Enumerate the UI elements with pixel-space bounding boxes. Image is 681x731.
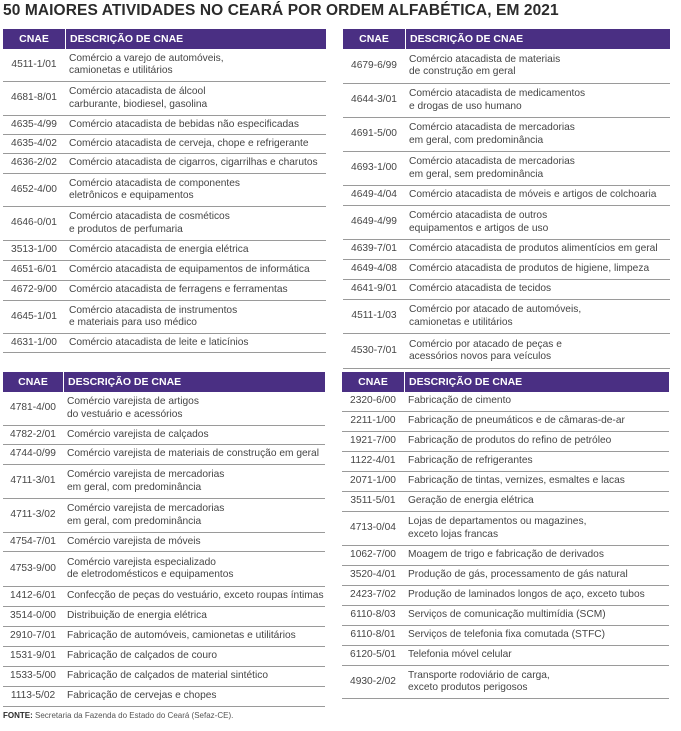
cnae-description: Comércio atacadista de energia elétrica xyxy=(69,244,249,256)
table-row xyxy=(3,587,325,607)
cnae-code: 4646-0/01 xyxy=(11,217,57,229)
cnae-code: 2211-1/00 xyxy=(350,415,396,427)
cnae-code: 2071-1/00 xyxy=(350,475,396,487)
cnae-code: 1062-7/00 xyxy=(350,549,396,561)
cnae-description: Fabricação de automóveis, camionetas e utilitários xyxy=(67,630,296,642)
cnae-description: Serviços de comunicação multimídia (SCM) xyxy=(408,609,606,621)
table-row xyxy=(3,281,326,301)
table-row xyxy=(342,646,669,666)
cnae-code: 4649-4/99 xyxy=(351,216,397,228)
table-row xyxy=(3,135,326,154)
cnae-description: Moagem de trigo e fabricação de derivados xyxy=(408,549,604,561)
table-header xyxy=(342,372,669,392)
cnae-description: Fabricação de cervejas e chopes xyxy=(67,690,217,702)
cnae-description: Comércio atacadista de móveis e artigos de colchoaria xyxy=(409,189,657,201)
cnae-code: 4511-1/03 xyxy=(351,310,397,322)
cnae-description: Comércio varejista de calçados xyxy=(67,428,209,440)
source-note xyxy=(3,711,233,720)
table-row xyxy=(343,186,670,206)
table-row xyxy=(3,667,325,687)
cnae-code: 4930-2/02 xyxy=(350,675,396,687)
cnae-code: 4644-3/01 xyxy=(351,94,397,106)
cnae-description: Comércio atacadista de instrumentos e materiais para uso médico xyxy=(69,304,238,328)
table-row xyxy=(3,82,326,116)
cnae-code: 1533-5/00 xyxy=(10,670,56,682)
cnae-description: Comércio varejista de materiais de construção em geral xyxy=(67,448,319,460)
cnae-description: Comércio atacadista de bebidas não especificadas xyxy=(69,118,299,130)
cnae-code: 4639-7/01 xyxy=(351,243,397,255)
cnae-description: Comércio atacadista de produtos de higiene, limpeza xyxy=(409,263,650,275)
cnae-description: Comércio atacadista de equipamentos de informática xyxy=(69,264,310,276)
table-row xyxy=(343,118,670,152)
cnae-description: Fabricação de cimento xyxy=(408,395,512,407)
table-row xyxy=(3,154,326,174)
table-row xyxy=(343,280,670,300)
header-description: DESCRIÇÃO DE CNAE xyxy=(65,29,183,49)
cnae-code: 4635-4/99 xyxy=(11,118,57,130)
cnae-description: Fabricação de pneumáticos e de câmaras-de-ar xyxy=(408,415,625,427)
cnae-description: Lojas de departamentos ou magazines, exceto lojas francas xyxy=(408,516,587,540)
table-header xyxy=(343,29,670,49)
table-bottom-right xyxy=(342,372,669,699)
cnae-code: 4511-1/01 xyxy=(11,58,57,70)
table-row xyxy=(342,586,669,606)
header-description: DESCRIÇÃO DE CNAE xyxy=(63,372,181,392)
cnae-description: Comércio por atacado de automóveis, camionetas e utilitários xyxy=(409,304,582,328)
table-row xyxy=(3,607,325,627)
cnae-description: Comércio varejista especializado de eletrodomésticos e equipamentos xyxy=(67,556,234,580)
cnae-code: 4649-4/04 xyxy=(351,189,397,201)
cnae-description: Comércio a varejo de automóveis, camionetas e utilitários xyxy=(69,52,224,76)
cnae-description: Fabricação de calçados de couro xyxy=(67,650,218,662)
cnae-description: Comércio atacadista de cerveja, chope e refrigerante xyxy=(69,137,309,149)
table-row xyxy=(3,687,325,707)
header-description: DESCRIÇÃO DE CNAE xyxy=(405,29,523,49)
cnae-code: 4691-5/00 xyxy=(351,128,397,140)
cnae-code: 2423-7/02 xyxy=(350,589,396,601)
table-row xyxy=(342,546,669,566)
cnae-description: Produção de laminados longos de aço, exceto tubos xyxy=(408,589,645,601)
cnae-description: Geração de energia elétrica xyxy=(408,495,534,507)
cnae-code: 3520-4/01 xyxy=(350,569,396,581)
cnae-description: Comércio varejista de móveis xyxy=(67,535,201,547)
cnae-description: Comércio atacadista de álcool carburante, biodiesel, gasolina xyxy=(69,86,208,110)
cnae-description: Comércio atacadista de leite e laticínios xyxy=(69,336,249,348)
table-row xyxy=(3,261,326,281)
cnae-code: 4711-3/02 xyxy=(10,509,56,521)
cnae-description: Comércio atacadista de medicamentos e drogas de uso humano xyxy=(409,88,586,112)
table-top-left xyxy=(3,29,326,353)
cnae-code: 4672-9/00 xyxy=(11,284,57,296)
table-row xyxy=(342,472,669,492)
table-row xyxy=(3,174,326,207)
cnae-description: Fabricação de tintas, vernizes, esmaltes e lacas xyxy=(408,475,625,487)
table-row xyxy=(342,492,669,512)
table-row xyxy=(342,412,669,432)
table-row xyxy=(3,533,325,552)
header-cnae: CNAE xyxy=(359,33,389,45)
cnae-code: 1921-7/00 xyxy=(350,435,396,447)
table-row xyxy=(343,260,670,280)
cnae-code: 1531-9/01 xyxy=(10,650,56,662)
cnae-description: Fabricação de calçados de material sintético xyxy=(67,670,269,682)
table-row xyxy=(343,300,670,334)
table-row xyxy=(343,206,670,240)
cnae-code: 4781-4/00 xyxy=(10,402,56,414)
cnae-description: Comércio atacadista de mercadorias em geral, com predominância xyxy=(409,122,575,146)
table-top-right xyxy=(343,29,670,369)
cnae-description: Comércio atacadista de materiais de construção em geral xyxy=(409,53,561,77)
cnae-description: Comércio atacadista de componentes eletrônicos e equipamentos xyxy=(69,177,241,201)
table-row xyxy=(3,241,326,261)
table-row xyxy=(342,566,669,586)
cnae-code: 4681-8/01 xyxy=(11,92,57,104)
table-row xyxy=(343,152,670,186)
cnae-code: 4693-1/00 xyxy=(351,162,397,174)
table-row xyxy=(343,49,670,84)
table-row xyxy=(343,334,670,369)
source-text: Secretaria da Fazenda do Estado do Ceará (Sefaz-CE). xyxy=(35,711,234,720)
table-row xyxy=(342,452,669,472)
cnae-code: 3511-5/01 xyxy=(350,495,396,507)
table-row xyxy=(3,499,325,533)
page-title: 50 MAIORES ATIVIDADES NO CEARÁ POR ORDEM ALFABÉTICA, EM 2021 xyxy=(3,2,559,19)
cnae-code: 4649-4/08 xyxy=(351,263,397,275)
table-row xyxy=(3,207,326,241)
table-row xyxy=(342,626,669,646)
header-cnae: CNAE xyxy=(18,376,48,388)
cnae-code: 1122-4/01 xyxy=(350,455,396,467)
table-header xyxy=(3,29,326,49)
table-row xyxy=(3,426,325,445)
cnae-code: 4651-6/01 xyxy=(11,264,57,276)
table-row xyxy=(342,432,669,452)
header-cnae: CNAE xyxy=(19,33,49,45)
cnae-description: Comércio varejista de mercadorias em geral, com predominância xyxy=(67,503,225,527)
cnae-code: 3514-0/00 xyxy=(10,610,56,622)
cnae-code: 6110-8/01 xyxy=(350,629,396,641)
cnae-description: Produção de gás, processamento de gás natural xyxy=(408,569,628,581)
table-row xyxy=(342,666,669,699)
cnae-description: Serviços de telefonia fixa comutada (STFC) xyxy=(408,629,606,641)
cnae-description: Fabricação de refrigerantes xyxy=(408,455,533,467)
cnae-code: 3513-1/00 xyxy=(11,244,57,256)
cnae-code: 4641-9/01 xyxy=(351,283,397,295)
cnae-code: 4636-2/02 xyxy=(11,157,57,169)
cnae-code: 4652-4/00 xyxy=(11,183,57,195)
cnae-code: 4744-0/99 xyxy=(10,448,56,460)
header-description: DESCRIÇÃO DE CNAE xyxy=(404,372,522,392)
header-cnae: CNAE xyxy=(358,376,388,388)
cnae-description: Comércio atacadista de tecidos xyxy=(409,283,552,295)
table-row xyxy=(3,49,326,82)
cnae-description: Comércio atacadista de produtos alimentícios em geral xyxy=(409,243,658,255)
cnae-description: Confecção de peças do vestuário, exceto roupas íntimas xyxy=(67,590,324,602)
table-row xyxy=(3,627,325,647)
cnae-description: Distribuição de energia elétrica xyxy=(67,610,207,622)
cnae-description: Comércio varejista de artigos do vestuário e acessórios xyxy=(67,396,199,420)
cnae-description: Comércio por atacado de peças e acessórios novos para veículos xyxy=(409,338,562,362)
cnae-description: Comércio atacadista de outros equipamentos e artigos de uso xyxy=(409,210,549,234)
table-header xyxy=(3,372,325,392)
cnae-code: 1113-5/02 xyxy=(10,690,56,702)
table-row xyxy=(3,552,325,587)
cnae-description: Comércio atacadista de ferragens e ferramentas xyxy=(69,284,288,296)
cnae-code: 4753-9/00 xyxy=(10,562,56,574)
cnae-description: Comércio atacadista de cigarros, cigarrilhas e charutos xyxy=(69,157,318,169)
cnae-description: Comércio atacadista de mercadorias em geral, sem predominância xyxy=(409,156,575,180)
cnae-code: 4635-4/02 xyxy=(11,137,57,149)
table-row xyxy=(3,301,326,334)
cnae-description: Comércio atacadista de cosméticos e produtos de perfumaria xyxy=(69,211,230,235)
table-row xyxy=(342,606,669,626)
cnae-code: 4713-0/04 xyxy=(350,522,396,534)
cnae-code: 4530-7/01 xyxy=(351,344,397,356)
table-bottom-left xyxy=(3,372,325,707)
table-row xyxy=(3,465,325,499)
table-row xyxy=(3,334,326,353)
table-row xyxy=(342,512,669,546)
cnae-code: 4645-1/01 xyxy=(11,310,57,322)
table-row xyxy=(342,392,669,412)
table-row xyxy=(343,240,670,260)
table-row xyxy=(3,647,325,667)
cnae-description: Telefonia móvel celular xyxy=(408,649,512,661)
table-row xyxy=(3,392,325,426)
cnae-code: 4679-6/99 xyxy=(351,59,397,71)
table-row xyxy=(3,116,326,135)
cnae-code: 4782-2/01 xyxy=(10,428,56,440)
cnae-code: 6120-5/01 xyxy=(350,649,396,661)
cnae-description: Transporte rodoviário de carga, exceto produtos perigosos xyxy=(408,669,550,693)
cnae-code: 4631-1/00 xyxy=(11,336,57,348)
cnae-code: 2320-6/00 xyxy=(350,395,396,407)
cnae-description: Comércio varejista de mercadorias em geral, com predominância xyxy=(67,469,225,493)
cnae-code: 1412-6/01 xyxy=(10,590,56,602)
cnae-code: 6110-8/03 xyxy=(350,609,396,621)
table-row xyxy=(343,84,670,118)
cnae-description: Fabricação de produtos do refino de petróleo xyxy=(408,435,612,447)
cnae-code: 4711-3/01 xyxy=(10,475,56,487)
cnae-code: 4754-7/01 xyxy=(10,535,56,547)
table-row xyxy=(3,445,325,465)
cnae-code: 2910-7/01 xyxy=(10,630,56,642)
source-label: FONTE: xyxy=(3,711,33,720)
